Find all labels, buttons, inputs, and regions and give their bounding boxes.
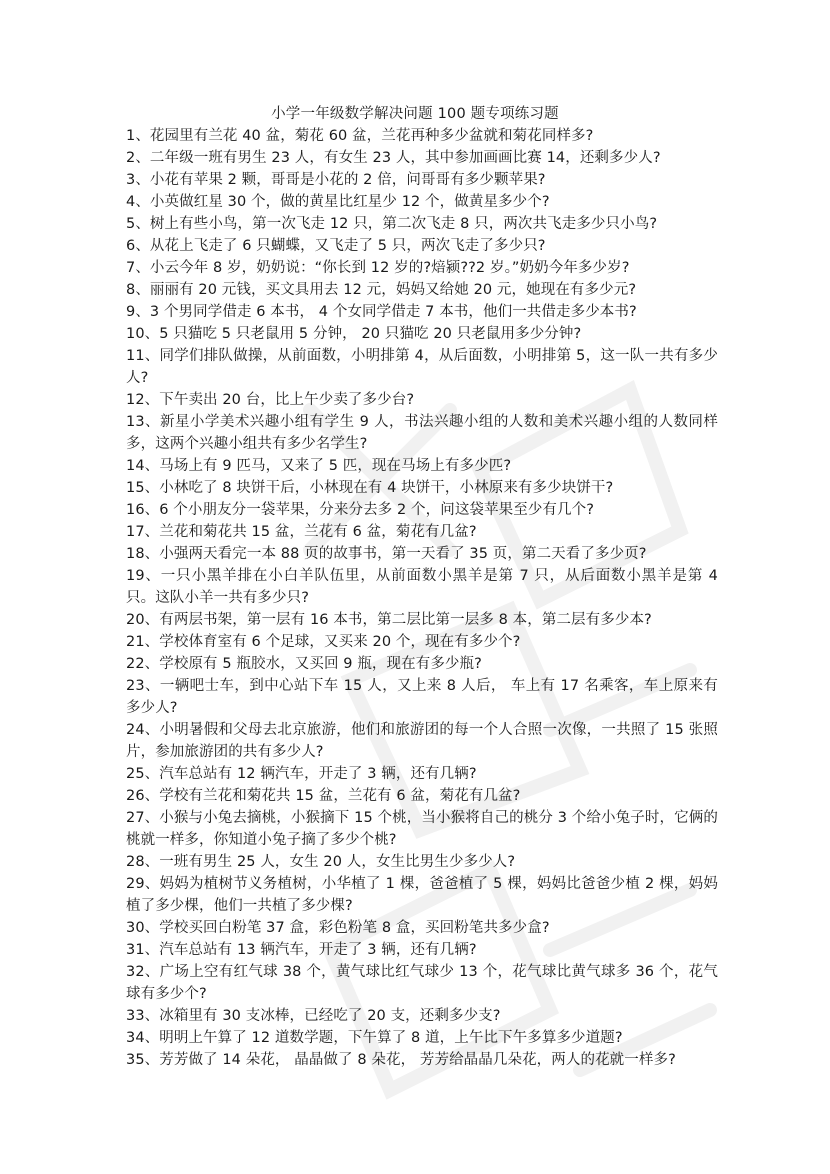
question-item: 11、同学们排队做操，从前面数，小明排第 4，从后面数，小明排第 5，这一队一共有多少人?	[126, 348, 718, 386]
question-item: 26、学校有兰花和菊花共 15 盆，兰花有 6 盆，菊花有几盆?	[126, 788, 521, 804]
question-item: 3、小花有苹果 2 颗，哥哥是小花的 2 倍，问哥哥有多少颗苹果?	[126, 172, 546, 188]
question-item: 19、一只小黑羊排在小白羊队伍里，从前面数小黑羊是第 7 只，从后面数小黑羊是第 4 只。这队小羊一共有多少只?	[126, 568, 718, 606]
question-item: 4、小英做红星 30 个，做的黄星比红星少 12 个，做黄星多少个?	[126, 194, 550, 210]
question-list	[126, 125, 718, 1071]
question-item: 7、小云今年 8 岁，奶奶说：“你长到 12 岁的?焙颍??2 岁。”奶奶今年多少岁?	[126, 260, 630, 276]
question-item: 30、学校买回白粉笔 37 盒，彩色粉笔 8 盒，买回粉笔共多少盒?	[126, 920, 550, 936]
question-item: 31、汽车总站有 13 辆汽车，开走了 3 辆，还有几辆?	[126, 942, 477, 958]
question-item: 15、小林吃了 8 块饼干后，小林现在有 4 块饼干，小林原来有多少块饼干?	[126, 480, 614, 496]
question-item: 27、小猴与小兔去摘桃，小猴摘下 15 个桃，当小猴将自己的桃分 3 个给小兔子时，它俩的桃就一样多，你知道小兔子摘了多少个桃?	[126, 810, 718, 848]
document-title: 小学一年级数学解决问题 100 题专项练习题	[271, 106, 559, 122]
question-item: 5、树上有些小鸟，第一次飞走 12 只，第二次飞走 8 只，两次共飞走多少只小鸟?	[126, 216, 658, 232]
question-item: 20、有两层书架，第一层有 16 本书，第二层比第一层多 8 本，第二层有多少本?	[126, 612, 652, 628]
question-item: 2、二年级一班有男生 23 人，有女生 23 人，其中参加画画比赛 14，还剩多少人?	[126, 150, 661, 166]
question-item: 25、汽车总站有 12 辆汽车，开走了 3 辆，还有几辆?	[126, 766, 477, 782]
question-item: 16、6 个小朋友分一袋苹果，分来分去多 2 个，问这袋苹果至少有几个?	[126, 502, 595, 518]
question-item: 8、丽丽有 20 元钱，买文具用去 12 元，妈妈又给她 20 元，她现在有多少元?	[126, 282, 637, 298]
question-item: 18、小强两天看完一本 88 页的故事书，第一天看了 35 页，第二天看了多少页?	[126, 546, 647, 562]
question-item: 14、马场上有 9 匹马，又来了 5 匹，现在马场上有多少匹?	[126, 458, 512, 474]
question-item: 33、冰箱里有 30 支冰棒，已经吃了 20 支，还剩多少支?	[126, 1008, 501, 1024]
question-item: 23、一辆吧士车，到中心站下车 15 人，又上来 8 人后， 车上有 17 名乘客，车上原来有多少人?	[126, 678, 718, 716]
question-item: 17、兰花和菊花共 15 盆，兰花有 6 盆，菊花有几盆?	[126, 524, 477, 540]
question-item: 32、广场上空有红气球 38 个，黄气球比红气球少 13 个，花气球比黄气球多 36 个，花气球有多少个?	[126, 964, 718, 1002]
question-item: 6、从花上飞走了 6 只蝴蝶，又飞走了 5 只，两次飞走了多少只?	[126, 238, 546, 254]
question-item: 24、小明暑假和父母去北京旅游，他们和旅游团的每一个人合照一次像，一共照了 15 张照片，参加旅游团的共有多少人?	[126, 722, 718, 760]
question-item: 12、下午卖出 20 台，比上午少卖了多少台?	[126, 392, 415, 408]
question-item: 21、学校体育室有 6 个足球，又买来 20 个，现在有多少个?	[126, 634, 521, 650]
question-item: 28、一班有男生 25 人，女生 20 人，女生比男生少多少人?	[126, 854, 516, 870]
question-item: 13、新星小学美术兴趣小组有学生 9 人，书法兴趣小组的人数和美术兴趣小组的人数同样多，这两个兴趣小组共有多少名学生?	[126, 414, 718, 452]
question-item: 35、芳芳做了 14 朵花， 晶晶做了 8 朵花， 芳芳给晶晶几朵花，两人的花就一样多?	[126, 1052, 676, 1068]
question-item: 29、妈妈为植树节义务植树，小华植了 1 棵，爸爸植了 5 棵，妈妈比爸爸少植 2 棵，妈妈植了多少棵，他们一共植了多少棵?	[126, 876, 718, 914]
question-item: 10、5 只猫吃 5 只老鼠用 5 分钟， 20 只猫吃 20 只老鼠用多少分钟?	[126, 326, 582, 342]
question-item: 9、3 个男同学借走 6 本书， 4 个女同学借走 7 本书，他们一共借走多少本书?	[126, 304, 637, 320]
question-item: 1、花园里有兰花 40 盆，菊花 60 盆，兰花再种多少盆就和菊花同样多?	[126, 128, 594, 144]
question-item: 22、学校原有 5 瓶胶水，又买回 9 瓶，现在有多少瓶?	[126, 656, 482, 672]
question-item: 34、明明上午算了 12 道数学题，下午算了 8 道，上午比下午多算多少道题?	[126, 1030, 623, 1046]
